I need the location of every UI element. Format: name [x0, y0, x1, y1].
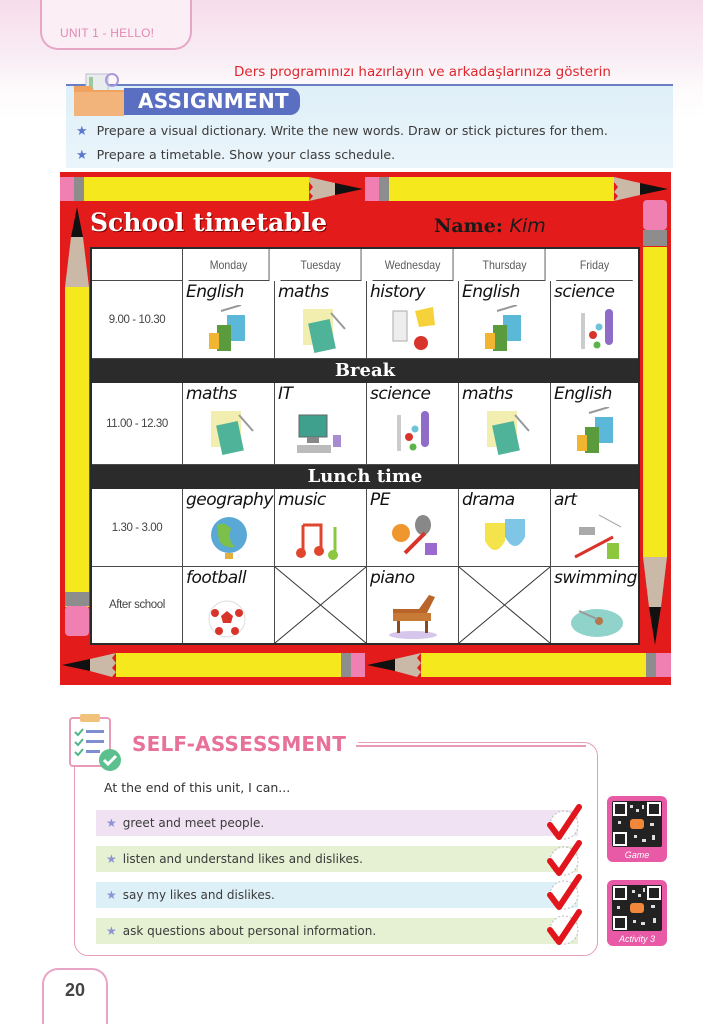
clipboard-checklist-icon [66, 712, 126, 776]
star-icon: ★ [106, 852, 117, 866]
maths-icon [201, 407, 257, 457]
drama-masks-icon [477, 513, 533, 563]
self-assessment-title: SELF-ASSESSMENT [132, 732, 347, 756]
can-do-item: ★ say my likes and dislikes. [96, 882, 578, 908]
lesson-cell: maths [183, 383, 275, 465]
assignment-divider [66, 84, 673, 86]
day-header: Monday [189, 249, 270, 281]
time-slot: After school [92, 567, 183, 643]
empty-cell [459, 567, 551, 643]
school-timetable [60, 172, 671, 685]
star-icon: ★ [76, 148, 88, 163]
lesson-cell: swimming [551, 567, 638, 643]
lesson-cell: art [551, 489, 638, 567]
day-header: Thursday [465, 249, 546, 281]
unit-tab [40, 0, 192, 50]
student-name: Name: Kim [434, 215, 546, 237]
lesson-cell: English [551, 383, 638, 465]
maths-icon [293, 305, 349, 355]
lesson-cell: drama [459, 489, 551, 567]
qr-code-activity[interactable] [607, 880, 667, 946]
globe-icon [201, 513, 257, 563]
lesson-cell: maths [275, 281, 367, 359]
star-icon: ★ [76, 124, 88, 139]
eraser-icon [62, 592, 92, 652]
lesson-cell: piano [367, 567, 459, 643]
lesson-cell: PE [367, 489, 459, 567]
unit-label: UNIT 1 - HELLO! [60, 26, 155, 40]
pencil-icon [365, 174, 671, 204]
pencil-icon [60, 174, 365, 204]
can-do-item: ★ listen and understand likes and dislikes. [96, 846, 578, 872]
science-icon [385, 407, 441, 457]
piano-icon [385, 591, 441, 641]
day-header: Tuesday [281, 249, 362, 281]
lesson-cell: English [459, 281, 551, 359]
football-icon [201, 591, 257, 641]
computer-icon [293, 407, 349, 457]
timetable-title: School timetable [90, 208, 328, 237]
pencil-icon [640, 247, 670, 645]
page-number-tab [42, 968, 108, 1024]
can-do-item: ★ ask questions about personal information. [96, 918, 578, 944]
science-icon [569, 305, 625, 355]
pencil-icon [365, 650, 671, 680]
title-rule [356, 745, 586, 747]
time-slot: 9.00 - 10.30 [92, 281, 183, 359]
checkmark-icon[interactable] [544, 803, 584, 843]
english-books-icon [477, 305, 533, 355]
qr-label: Activity 3 [618, 934, 655, 944]
page-number: 20 [64, 980, 86, 1000]
history-icon [385, 305, 441, 355]
assignment-title: ASSIGNMENT [124, 88, 300, 115]
lesson-cell: music [275, 489, 367, 567]
sports-equipment-icon [385, 513, 441, 563]
folder-icon [72, 72, 126, 118]
pencil-icon [62, 207, 92, 607]
day-header: Wednesday [373, 249, 454, 281]
table-row [92, 567, 638, 643]
time-slot: 1.30 - 3.00 [92, 489, 183, 567]
qr-code-icon [612, 801, 662, 847]
maths-icon [477, 407, 533, 457]
corner-cell [92, 249, 183, 281]
english-books-icon [569, 407, 625, 457]
can-do-item: ★ greet and meet people. [96, 810, 578, 836]
qr-label: Game [624, 850, 650, 860]
day-header-row [92, 249, 638, 281]
qr-code-game[interactable] [607, 796, 667, 862]
time-slot: 11.00 - 12.30 [92, 383, 183, 465]
qr-code-icon [612, 885, 662, 931]
day-header: Friday [556, 249, 633, 281]
table-row [92, 383, 638, 465]
lesson-cell: history [367, 281, 459, 359]
lesson-cell: English [183, 281, 275, 359]
cross-icon [275, 567, 366, 643]
music-notes-icon [293, 513, 349, 563]
self-assessment-intro: At the end of this unit, I can... [104, 780, 291, 795]
lesson-cell: football [183, 567, 275, 643]
star-icon: ★ [106, 924, 117, 938]
checkmark-icon[interactable] [544, 873, 584, 913]
lesson-cell: science [551, 281, 638, 359]
star-icon: ★ [106, 816, 117, 830]
lesson-cell: maths [459, 383, 551, 465]
cross-icon [459, 567, 550, 643]
empty-cell [275, 567, 367, 643]
lesson-cell: science [367, 383, 459, 465]
star-icon: ★ [106, 888, 117, 902]
lesson-cell: geography [183, 489, 275, 567]
break-bar: Break [92, 359, 638, 383]
timetable-grid [90, 247, 640, 645]
art-supplies-icon [569, 513, 625, 563]
turkish-instruction: Ders programınızı hazırlayın ve arkadaşlarınıza gösterin [234, 64, 611, 80]
checkmark-icon[interactable] [544, 908, 584, 948]
english-books-icon [201, 305, 257, 355]
pencil-icon [60, 650, 365, 680]
table-row [92, 489, 638, 567]
table-row [92, 281, 638, 359]
swimmer-icon [569, 591, 625, 641]
lesson-cell: IT [275, 383, 367, 465]
assignment-item: ★ Prepare a timetable. Show your class schedule. [76, 147, 396, 163]
assignment-item: ★ Prepare a visual dictionary. Write the new words. Draw or stick pictures for them. [76, 123, 608, 139]
lunch-bar: Lunch time [92, 465, 638, 489]
